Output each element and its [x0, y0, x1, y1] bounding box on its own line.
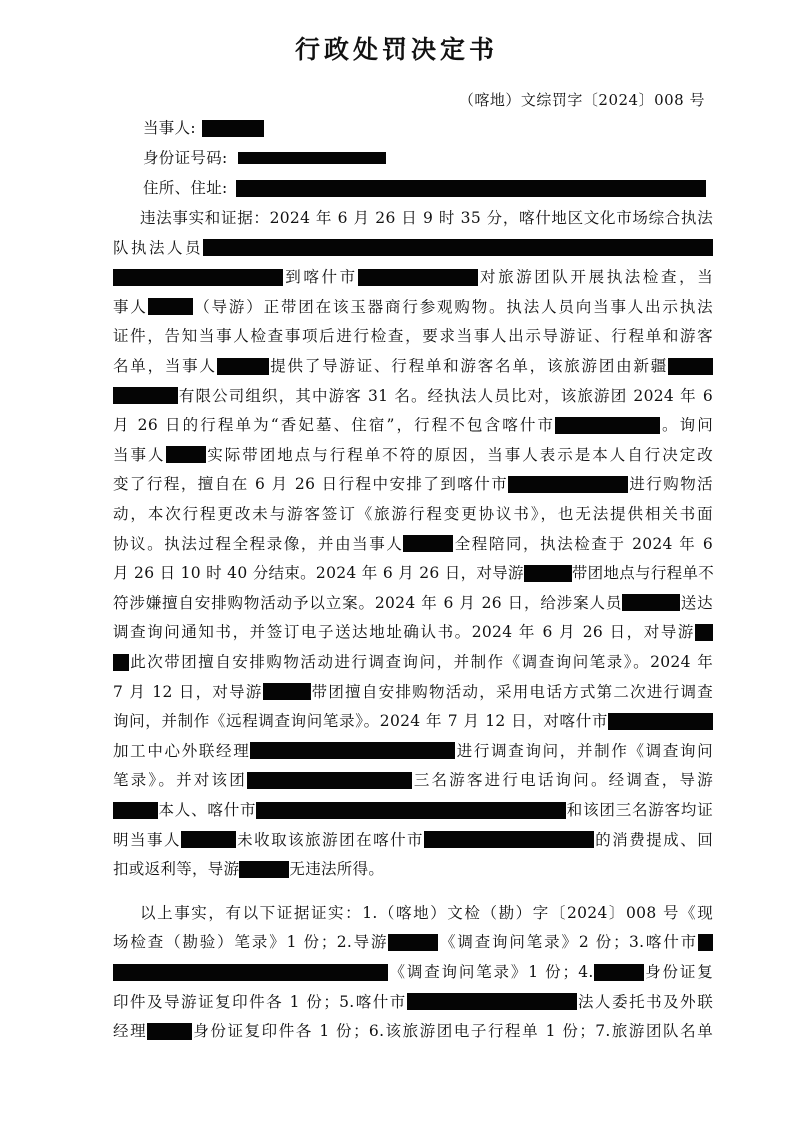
body-line — [113, 795, 713, 825]
body-line — [113, 588, 713, 618]
redaction-bar — [508, 476, 628, 493]
redaction-bar — [181, 831, 236, 848]
body-text: 变了行程，擅自在 6 月 26 日行程中安排了到喀什市 — [113, 475, 509, 494]
redaction-bar — [668, 358, 713, 375]
body-line — [113, 381, 713, 411]
body-line — [113, 529, 713, 559]
body-text: 带团地点与行程单不 — [571, 564, 715, 583]
redaction-bar — [424, 831, 594, 848]
redaction-bar — [113, 654, 129, 671]
redaction-bar — [239, 861, 289, 878]
body-text: 无违法所得。 — [289, 860, 385, 879]
body-text: 调查询问通知书，并签订电子送达地址确认书。2024 年 6 月 26 日，对导游 — [113, 623, 695, 642]
redaction-bar — [113, 269, 283, 286]
body-text: 月 26 日 10 时 40 分结束。2024 年 6 月 26 日，对导游 — [113, 564, 524, 583]
redaction-bar — [148, 298, 193, 315]
body-text: 当事人 — [113, 445, 166, 464]
body-text: 对旅游团队开展执法检查，当 — [477, 268, 713, 287]
body-text: 名单，当事人 — [113, 357, 217, 375]
party-field — [143, 113, 743, 143]
redaction-bar — [147, 1023, 192, 1040]
body-text: 加工中心外联经理 — [113, 741, 251, 760]
redaction-bar — [250, 742, 455, 759]
body-text: 《调查询问笔录》1 份；4. — [388, 963, 594, 981]
redaction-bar — [217, 358, 269, 375]
redaction-bar — [358, 269, 478, 286]
body-text: 带团擅自安排购物活动，采用电话方式第二次进行调查 — [310, 682, 714, 701]
body-text: 事人 — [113, 297, 148, 316]
redaction-bar — [203, 239, 713, 256]
body-line — [113, 469, 713, 499]
body-line — [113, 854, 713, 884]
redaction-bar — [263, 683, 311, 700]
body-text: 未收取该旅游团在喀什市 — [235, 830, 425, 849]
body-text: 进行调查询问，并制作《调查询问 — [455, 741, 713, 760]
redaction-bar — [113, 387, 178, 404]
body-line — [113, 440, 713, 470]
body-text: 询问，并制作《远程调查询问笔录》。2024 年 7 月 12 日，对喀什市 — [113, 712, 608, 731]
body-line — [113, 321, 713, 351]
body-text: （导游）正带团在该玉器商行参观购物。执法人员向当事人出示执法 — [192, 297, 713, 316]
body-text: 符涉嫌擅自安排购物活动予以立案。2024 年 6 月 26 日，给涉案人员 — [113, 593, 623, 612]
body-text: 经理 — [113, 1022, 148, 1041]
body-text: 进行购物活 — [628, 475, 713, 494]
body-line — [113, 233, 713, 263]
body-text: 身份证复 — [643, 963, 713, 981]
body-line — [113, 617, 713, 647]
redaction-bar — [166, 446, 206, 463]
redaction-bar — [524, 565, 572, 582]
body-line — [113, 499, 713, 529]
body-line — [113, 292, 713, 322]
body-text: 三名游客进行电话询问。经调查，导游 — [411, 771, 713, 790]
body-text: 违法事实和证据：2024 年 6 月 26 日 9 时 35 分，喀什地区文化市场综合执法 — [140, 209, 713, 227]
body-line — [113, 736, 713, 766]
body-text: 全程陪同，执法检查于 2024 年 6 — [453, 534, 713, 553]
redaction-bar — [622, 594, 680, 611]
redaction-bar — [247, 772, 412, 789]
body-line — [113, 765, 713, 795]
address-label: 住所、住址: — [143, 179, 228, 197]
body-line — [113, 927, 713, 957]
body-text: 笔录》。并对该团 — [113, 771, 247, 790]
body-line — [113, 647, 713, 677]
body-line — [113, 410, 713, 440]
body-line — [113, 677, 713, 707]
body-line — [113, 558, 713, 588]
body-line — [113, 898, 713, 928]
body-text: 送达 — [680, 593, 713, 612]
body-text: 此次带团擅自安排购物活动进行调查询问，并制作《调查询问笔录》。2024 年 — [129, 653, 713, 671]
id-redaction — [238, 152, 386, 164]
document-title: 行政处罚决定书 — [294, 35, 498, 64]
body-text: 7 月 12 日，对导游 — [113, 682, 263, 701]
redaction-bar — [695, 624, 713, 641]
redaction-bar — [555, 417, 660, 434]
body-line — [113, 262, 713, 292]
body-line — [113, 957, 713, 987]
body-text: 以上事实，有以下证据证实：1.（喀地）文检（勘）字〔2024〕008 号《现 — [140, 903, 713, 922]
address-redaction — [236, 180, 706, 197]
redaction-bar — [407, 993, 577, 1010]
body-text: 场检查（勘验）笔录》1 份；2.导游 — [113, 933, 389, 952]
body-text: 本人、喀什市 — [158, 801, 257, 819]
body-text: 和该团三名游客均证 — [566, 801, 713, 819]
body-text: 动，本次行程更改未与游客签订《旅游行程变更协议书》，也无法提供相关书面 — [113, 505, 713, 523]
redaction-bar — [594, 964, 644, 981]
body-line — [113, 987, 713, 1017]
id-field — [143, 143, 743, 173]
redaction-bar — [403, 535, 453, 552]
body-text: 扣或返利等，导游 — [113, 860, 240, 879]
body-text: 实际带团地点与行程单不符的原因，当事人表示是本人自行决定改 — [205, 445, 713, 464]
redaction-bar — [113, 964, 388, 981]
redaction-bar — [113, 802, 158, 819]
body-text: 身份证复印件各 1 份；6.该旅游团电子行程单 1 份；7.旅游团队名单 — [192, 1022, 713, 1041]
body-line — [113, 203, 713, 233]
body-text: 有限公司组织，其中游客 31 名。经执法人员比对，该旅游团 2024 年 6 — [178, 386, 713, 405]
body-text: 提供了导游证、行程单和游客名单，该旅游团由新疆 — [268, 357, 668, 375]
body-text: 。询问 — [660, 416, 713, 435]
redaction-bar — [256, 802, 566, 819]
body-text: 协议。执法过程全程录像，并由当事人 — [113, 534, 404, 553]
body-line — [113, 351, 713, 381]
body-line — [113, 706, 713, 736]
body-text: 到喀什市 — [283, 268, 358, 287]
document-number: （喀地）文综罚字〔2024〕008 号 — [458, 91, 705, 109]
body-text: 印件及导游证复印件各 1 份；5.喀什市 — [113, 992, 407, 1011]
body-line — [113, 1016, 713, 1046]
body-text: 明当事人 — [113, 830, 181, 849]
party-label: 当事人: — [143, 119, 196, 137]
party-redaction — [202, 120, 264, 137]
body-text: 证件，告知当事人检查事项后进行检查，要求当事人出示导游证、行程单和游客 — [113, 327, 713, 346]
body-line — [113, 825, 713, 855]
redaction-bar — [388, 934, 438, 951]
body-text: 的消费提成、回 — [594, 830, 713, 849]
redaction-bar — [698, 934, 713, 951]
redaction-bar — [608, 713, 713, 730]
body-text: 月 26 日的行程单为“香妃墓、住宿”，行程不包含喀什市 — [113, 416, 556, 435]
body-text: 《调查询问笔录》2 份；3.喀什市 — [438, 933, 698, 952]
body-text: 法人委托书及外联 — [576, 992, 713, 1011]
id-label: 身份证号码: — [143, 149, 228, 167]
address-field — [143, 173, 743, 203]
body-text: 队执法人员 — [113, 238, 203, 257]
